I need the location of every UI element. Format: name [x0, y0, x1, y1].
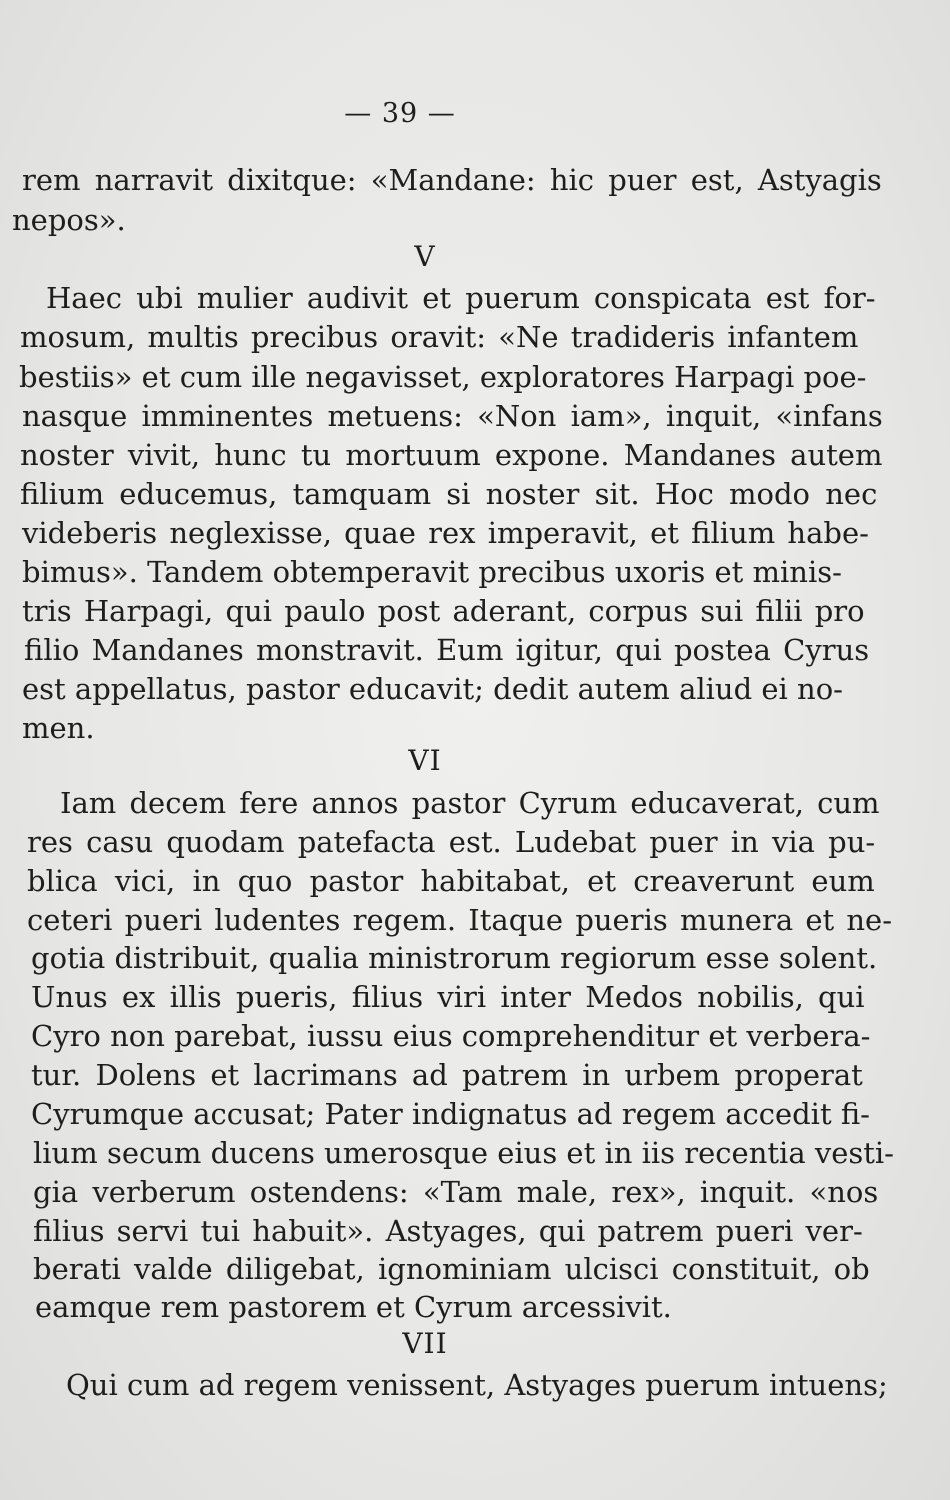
- text-line: Qui cum ad regem venissent, Astyages puerum intuens;: [66, 1368, 888, 1402]
- text-line: eamque rem pastorem et Cyrum arcessivit.: [35, 1290, 672, 1324]
- text-line: Cyro non parebat, iussu eius comprehenditur et verbera-: [31, 1019, 871, 1053]
- text-line: lium secum ducens umerosque eius et in iis recentia vesti-: [33, 1136, 894, 1170]
- text-line: tur. Dolens et lacrimans ad patrem in urbem properat: [31, 1058, 863, 1092]
- text-line: men.: [22, 711, 95, 745]
- text-line: ceteri pueri ludentes regem. Itaque pueris munera et ne-: [27, 903, 893, 937]
- text-line: berati valde diligebat, ignominiam ulcisci constituit, ob: [33, 1252, 870, 1286]
- text-line: mosum, multis precibus oravit: «Ne tradideris infantem: [20, 320, 859, 354]
- text-line: tris Harpagi, qui paulo post aderant, corpus sui filii pro: [22, 594, 865, 628]
- text-line: nepos».: [12, 203, 126, 237]
- section-heading-vii: VII: [402, 1327, 448, 1360]
- text-line: gia verberum ostendens: «Tam male, rex», inquit. «nos: [33, 1175, 879, 1209]
- text-line: videberis neglexisse, quae rex imperavit, et filium habe-: [22, 516, 869, 550]
- text-line: gotia distribuit, qualia ministrorum regiorum esse solent.: [31, 941, 878, 975]
- page-number: — 39 —: [344, 98, 456, 129]
- text-line: bimus». Tandem obtemperavit precibus uxoris et minis-: [22, 555, 842, 589]
- text-line: Iam decem fere annos pastor Cyrum educaverat, cum: [60, 786, 880, 820]
- text-line: bestiis» et cum ille negavisset, exploratores Harpagi poe-: [19, 360, 867, 394]
- section-heading-vi: VI: [408, 744, 442, 777]
- text-line: blica vici, in quo pastor habitabat, et creaverunt eum: [27, 864, 875, 898]
- text-line: est appellatus, pastor educavit; dedit autem aliud ei no-: [22, 672, 843, 706]
- text-line: noster vivit, hunc tu mortuum expone. Mandanes autem: [20, 438, 883, 472]
- text-line: Unus ex illis pueris, filius viri inter Medos nobilis, qui: [31, 980, 865, 1014]
- text-line: res casu quodam patefacta est. Ludebat puer in via pu-: [27, 825, 876, 859]
- text-line: nasque imminentes metuens: «Non iam», inquit, «infans: [22, 399, 883, 433]
- text-line: rem narravit dixitque: «Mandane: hic puer est, Astyagis: [22, 163, 882, 197]
- section-heading-v: V: [414, 240, 436, 273]
- text-line: Cyrumque accusat; Pater indignatus ad regem accedit fi-: [31, 1097, 870, 1131]
- text-line: filius servi tui habuit». Astyages, qui patrem pueri ver-: [33, 1214, 863, 1248]
- text-line: filio Mandanes monstravit. Eum igitur, qui postea Cyrus: [24, 633, 870, 667]
- text-line: Haec ubi mulier audivit et puerum conspicata est for-: [46, 281, 876, 315]
- text-line: filium educemus, tamquam si noster sit. Hoc modo nec: [20, 477, 878, 511]
